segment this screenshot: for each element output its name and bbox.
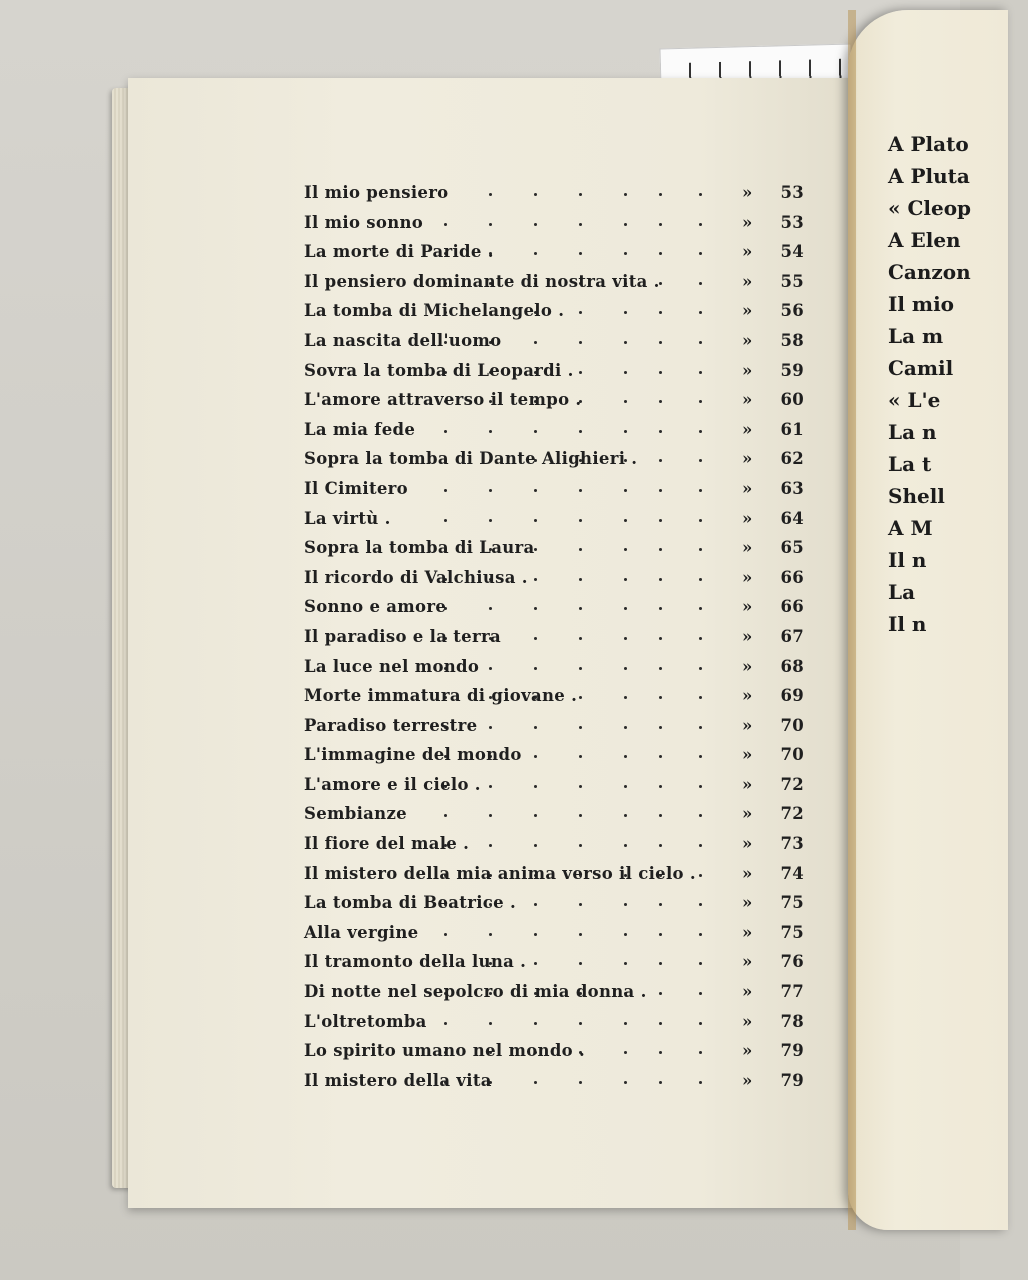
leader-dot xyxy=(659,578,662,581)
leader-dot xyxy=(699,1022,702,1025)
toc-row xyxy=(304,888,824,918)
leader-dot xyxy=(699,903,702,906)
ditto-mark: » xyxy=(742,686,753,706)
leader-dot xyxy=(659,311,662,314)
leader-dot xyxy=(624,548,627,551)
leader-dot xyxy=(579,193,582,196)
leader-dot xyxy=(659,519,662,522)
leader-dot xyxy=(699,489,702,492)
toc-row xyxy=(304,326,824,356)
leader-dot xyxy=(699,252,702,255)
toc-row xyxy=(304,504,824,534)
toc-entry-page: 74 xyxy=(780,863,804,883)
leader-dot xyxy=(534,637,537,640)
toc-entry-page: 59 xyxy=(780,360,804,380)
leader-dot xyxy=(444,1022,447,1025)
leader-dot xyxy=(659,667,662,670)
toc-entry-page: 77 xyxy=(780,982,804,1002)
leader-dot xyxy=(624,637,627,640)
leader-dot xyxy=(624,696,627,699)
leader-dot xyxy=(699,371,702,374)
leader-dot xyxy=(579,341,582,344)
leader-dot xyxy=(624,341,627,344)
toc-entry-page: 55 xyxy=(780,271,804,291)
table-of-contents xyxy=(304,178,824,1095)
leader-dot xyxy=(659,1051,662,1054)
leader-dot xyxy=(699,282,702,285)
toc-entry-title: Il ricordo di Valchiusa . xyxy=(304,567,528,587)
leader-dot xyxy=(579,1081,582,1084)
toc-row xyxy=(304,356,824,386)
toc-entry-title: La tomba di Michelangelo . xyxy=(304,301,565,321)
leader-dot xyxy=(699,933,702,936)
leader-dot xyxy=(659,252,662,255)
leader-dot xyxy=(659,962,662,965)
toc-entry-page: 79 xyxy=(780,1041,804,1061)
leader-dot xyxy=(624,1051,627,1054)
ditto-mark: » xyxy=(742,1070,753,1090)
ditto-mark: » xyxy=(742,774,753,794)
leader-dot xyxy=(534,193,537,196)
leader-dot xyxy=(699,1081,702,1084)
ditto-mark: » xyxy=(742,508,753,528)
toc-row xyxy=(304,563,824,593)
right-page-line: Canzon xyxy=(888,260,971,284)
toc-entry-page: 66 xyxy=(780,597,804,617)
ditto-mark: » xyxy=(742,330,753,350)
toc-row xyxy=(304,267,824,297)
leader-dot xyxy=(659,814,662,817)
leader-dot xyxy=(489,844,492,847)
leader-dot xyxy=(659,430,662,433)
leader-dot xyxy=(624,1022,627,1025)
ditto-mark: » xyxy=(742,242,753,262)
leader-dot xyxy=(659,785,662,788)
toc-entry-page: 70 xyxy=(780,745,804,765)
leader-dot xyxy=(699,548,702,551)
ditto-mark: » xyxy=(742,478,753,498)
toc-row xyxy=(304,533,824,563)
leader-dot xyxy=(659,400,662,403)
leader-dot xyxy=(624,578,627,581)
leader-dot xyxy=(534,1081,537,1084)
leader-dot xyxy=(579,667,582,670)
leader-dot xyxy=(489,933,492,936)
leader-dot xyxy=(699,696,702,699)
ditto-mark: » xyxy=(742,212,753,232)
toc-entry-title: Di notte nel sepolcro di mia donna . xyxy=(304,982,647,1002)
ditto-mark: » xyxy=(742,893,753,913)
leader-dot xyxy=(699,785,702,788)
leader-dot xyxy=(659,992,662,995)
ditto-mark: » xyxy=(742,597,753,617)
toc-row xyxy=(304,799,824,829)
toc-entry-title: La virtù . xyxy=(304,508,391,528)
leader-dot xyxy=(659,726,662,729)
leader-dot xyxy=(699,607,702,610)
toc-entry-page: 68 xyxy=(780,656,804,676)
leader-dot xyxy=(699,755,702,758)
leader-dot xyxy=(659,193,662,196)
leader-dot xyxy=(489,430,492,433)
leader-dot xyxy=(534,933,537,936)
right-page-line: La n xyxy=(888,420,937,444)
toc-entry-title: Sopra la tomba di Laura xyxy=(304,538,535,558)
toc-row xyxy=(304,415,824,445)
leader-dot xyxy=(534,223,537,226)
toc-row xyxy=(304,977,824,1007)
leader-dot xyxy=(624,962,627,965)
leader-dot xyxy=(624,785,627,788)
leader-dot xyxy=(699,311,702,314)
leader-dot xyxy=(624,755,627,758)
toc-row xyxy=(304,711,824,741)
leader-dot xyxy=(659,341,662,344)
leader-dot xyxy=(534,252,537,255)
leader-dot xyxy=(534,489,537,492)
toc-entry-title: Sopra la tomba di Dante Alighieri . xyxy=(304,449,638,469)
leader-dot xyxy=(489,814,492,817)
ditto-mark: » xyxy=(742,1011,753,1031)
ditto-mark: » xyxy=(742,271,753,291)
toc-entry-page: 61 xyxy=(780,419,804,439)
leader-dot xyxy=(534,962,537,965)
leader-dot xyxy=(699,726,702,729)
leader-dot xyxy=(699,223,702,226)
leader-dot xyxy=(659,696,662,699)
right-page-line: « L'e xyxy=(888,388,941,412)
leader-dot xyxy=(579,844,582,847)
leader-dot xyxy=(579,726,582,729)
toc-entry-title: Il pensiero dominante di nostra vita . xyxy=(304,271,660,291)
leader-dot xyxy=(659,1022,662,1025)
toc-entry-page: 72 xyxy=(780,774,804,794)
leader-dot xyxy=(489,223,492,226)
ditto-mark: » xyxy=(742,715,753,735)
leader-dot xyxy=(699,962,702,965)
leader-dot xyxy=(624,223,627,226)
leader-dot xyxy=(659,371,662,374)
right-page-line: A Pluta xyxy=(888,164,970,188)
leader-dot xyxy=(624,519,627,522)
leader-dot xyxy=(489,193,492,196)
leader-dot xyxy=(579,607,582,610)
toc-row xyxy=(304,1066,824,1096)
toc-entry-title: Sonno e amore xyxy=(304,597,447,617)
leader-dot xyxy=(579,785,582,788)
toc-entry-page: 63 xyxy=(780,478,804,498)
leader-dot xyxy=(624,667,627,670)
leader-dot xyxy=(624,193,627,196)
toc-entry-page: 72 xyxy=(780,804,804,824)
ditto-mark: » xyxy=(742,567,753,587)
leader-dot xyxy=(579,489,582,492)
toc-row xyxy=(304,622,824,652)
toc-entry-title: L'immagine del mondo xyxy=(304,745,522,765)
toc-row xyxy=(304,237,824,267)
right-page-line: Il mio xyxy=(888,292,955,316)
ditto-mark: » xyxy=(742,360,753,380)
leader-dot xyxy=(699,874,702,877)
leader-dot xyxy=(659,933,662,936)
leader-dot xyxy=(534,755,537,758)
leader-dot xyxy=(624,814,627,817)
ditto-mark: » xyxy=(742,922,753,942)
toc-entry-page: 73 xyxy=(780,834,804,854)
leader-dot xyxy=(699,341,702,344)
toc-row xyxy=(304,208,824,238)
toc-row xyxy=(304,444,824,474)
leader-dot xyxy=(489,607,492,610)
right-page-line: La t xyxy=(888,452,932,476)
leader-dot xyxy=(534,607,537,610)
leader-dot xyxy=(624,726,627,729)
right-page-line: Camil xyxy=(888,356,954,380)
toc-entry-title: Paradiso terrestre xyxy=(304,715,478,735)
leader-dot xyxy=(699,667,702,670)
toc-row xyxy=(304,474,824,504)
leader-dot xyxy=(699,400,702,403)
leader-dot xyxy=(534,726,537,729)
leader-dot xyxy=(489,726,492,729)
ditto-mark: » xyxy=(742,390,753,410)
ditto-mark: » xyxy=(742,183,753,202)
right-page-line: A Plato xyxy=(888,132,969,156)
ditto-mark: » xyxy=(742,419,753,439)
toc-row xyxy=(304,385,824,415)
leader-dot xyxy=(579,696,582,699)
toc-entry-page: 56 xyxy=(780,301,804,321)
leader-dot xyxy=(489,1022,492,1025)
toc-entry-title: Lo spirito umano nel mondo . xyxy=(304,1041,586,1061)
ditto-mark: » xyxy=(742,804,753,824)
leader-dot xyxy=(699,578,702,581)
toc-entry-page: 78 xyxy=(780,1011,804,1031)
toc-entry-title: Alla vergine xyxy=(304,922,419,942)
leader-dot xyxy=(699,844,702,847)
leader-dot xyxy=(624,903,627,906)
toc-entry-page: 67 xyxy=(780,626,804,646)
toc-entry-page: 75 xyxy=(780,922,804,942)
toc-entry-title: Il mistero della vita xyxy=(304,1070,492,1090)
toc-row xyxy=(304,918,824,948)
leader-dot xyxy=(579,223,582,226)
leader-dot xyxy=(699,430,702,433)
leader-dot xyxy=(534,844,537,847)
toc-entry-page: 69 xyxy=(780,686,804,706)
toc-row xyxy=(304,947,824,977)
toc-entry-page: 58 xyxy=(780,330,804,350)
toc-entry-title: La mia fede xyxy=(304,419,416,439)
leader-dot xyxy=(489,489,492,492)
leader-dot xyxy=(659,637,662,640)
leader-dot xyxy=(624,933,627,936)
leader-dot xyxy=(579,814,582,817)
leader-dot xyxy=(699,459,702,462)
right-page-line: La xyxy=(888,580,916,604)
toc-entry-title: La nascita dell'uomo xyxy=(304,330,502,350)
leader-dot xyxy=(579,548,582,551)
ditto-mark: » xyxy=(742,982,753,1002)
right-page-list xyxy=(888,128,1028,640)
toc-entry-title: Morte immatura di giovane . xyxy=(304,686,578,706)
ditto-mark: » xyxy=(742,538,753,558)
toc-row xyxy=(304,829,824,859)
ditto-mark: » xyxy=(742,656,753,676)
leader-dot xyxy=(579,371,582,374)
leader-dot xyxy=(444,519,447,522)
right-page-line: A M xyxy=(888,516,933,540)
leader-dot xyxy=(579,903,582,906)
toc-entry-title: L'amore attraverso il tempo . xyxy=(304,390,582,410)
leader-dot xyxy=(444,223,447,226)
leader-dot xyxy=(534,519,537,522)
leader-dot xyxy=(659,1081,662,1084)
leader-dot xyxy=(699,519,702,522)
leader-dot xyxy=(624,371,627,374)
toc-entry-title: La morte di Paride . xyxy=(304,242,494,262)
ditto-mark: » xyxy=(742,745,753,765)
leader-dot xyxy=(659,548,662,551)
ditto-mark: » xyxy=(742,834,753,854)
leader-dot xyxy=(699,637,702,640)
toc-entry-title: Il tramonto della luna . xyxy=(304,952,527,972)
toc-entry-title: La luce nel mondo xyxy=(304,656,480,676)
leader-dot xyxy=(699,1051,702,1054)
toc-row xyxy=(304,592,824,622)
leader-dot xyxy=(659,844,662,847)
toc-entry-title: La tomba di Beatrice . xyxy=(304,893,516,913)
leader-dot xyxy=(579,962,582,965)
toc-row xyxy=(304,740,824,770)
toc-entry-title: Il mio sonno xyxy=(304,212,424,232)
right-page-line: « Cleop xyxy=(888,196,972,220)
toc-entry-page: 64 xyxy=(780,508,804,528)
toc-entry-page: 54 xyxy=(780,242,804,262)
toc-entry-title: Sovra la tomba di Leopardi . xyxy=(304,360,574,380)
leader-dot xyxy=(579,637,582,640)
right-page xyxy=(848,10,1008,1230)
leader-dot xyxy=(444,814,447,817)
leader-dot xyxy=(534,1022,537,1025)
leader-dot xyxy=(534,785,537,788)
leader-dot xyxy=(534,341,537,344)
leader-dot xyxy=(699,193,702,196)
leader-dot xyxy=(659,607,662,610)
leader-dot xyxy=(579,578,582,581)
toc-row xyxy=(304,652,824,682)
toc-entry-page: 79 xyxy=(780,1070,804,1090)
toc-entry-title: L'oltretomba xyxy=(304,1011,427,1031)
leader-dot xyxy=(579,311,582,314)
ditto-mark: » xyxy=(742,863,753,883)
ditto-mark: » xyxy=(742,1041,753,1061)
right-page-line: Shell xyxy=(888,484,945,508)
leader-dot xyxy=(489,785,492,788)
leader-dot xyxy=(624,844,627,847)
leader-dot xyxy=(624,400,627,403)
leader-dot xyxy=(699,814,702,817)
leader-dot xyxy=(624,252,627,255)
leader-dot xyxy=(699,992,702,995)
leader-dot xyxy=(444,489,447,492)
toc-entry-page: 65 xyxy=(780,538,804,558)
leader-dot xyxy=(579,933,582,936)
leader-dot xyxy=(624,1081,627,1084)
leader-dot xyxy=(579,252,582,255)
toc-entry-title: Il mio pensiero xyxy=(304,183,449,202)
toc-entry-page: 62 xyxy=(780,449,804,469)
toc-entry-page: 75 xyxy=(780,893,804,913)
leader-dot xyxy=(579,1022,582,1025)
leader-dot xyxy=(444,430,447,433)
toc-entry-title: Il paradiso e la terra xyxy=(304,626,501,646)
toc-entry-title: Il mistero della mia anima verso il cielo . xyxy=(304,863,696,883)
leader-dot xyxy=(624,430,627,433)
leader-dot xyxy=(579,430,582,433)
leader-dot xyxy=(659,459,662,462)
toc-entry-page: 70 xyxy=(780,715,804,735)
leader-dot xyxy=(534,903,537,906)
toc-entry-page: 53 xyxy=(780,183,804,202)
leader-dot xyxy=(444,933,447,936)
leader-dot xyxy=(659,489,662,492)
leader-dot xyxy=(659,223,662,226)
toc-entry-page: 76 xyxy=(780,952,804,972)
ditto-mark: » xyxy=(742,301,753,321)
right-page-line: Il n xyxy=(888,548,927,572)
leader-dot xyxy=(534,578,537,581)
toc-row xyxy=(304,770,824,800)
leader-dot xyxy=(579,519,582,522)
toc-row xyxy=(304,681,824,711)
toc-entry-title: Il fiore del male . xyxy=(304,834,470,854)
right-page-line: La m xyxy=(888,324,944,348)
toc-entry-title: Sembianze xyxy=(304,804,407,824)
toc-entry-page: 66 xyxy=(780,567,804,587)
leader-dot xyxy=(624,311,627,314)
leader-dot xyxy=(624,607,627,610)
leader-dot xyxy=(489,519,492,522)
leader-dot xyxy=(659,755,662,758)
right-page-edge xyxy=(848,10,856,1230)
toc-row xyxy=(304,1036,824,1066)
toc-entry-page: 60 xyxy=(780,390,804,410)
toc-entry-page: 53 xyxy=(780,212,804,232)
toc-row xyxy=(304,859,824,889)
ditto-mark: » xyxy=(742,449,753,469)
right-page-line: A Elen xyxy=(888,228,961,252)
toc-row xyxy=(304,1007,824,1037)
toc-entry-title: L'amore e il cielo . xyxy=(304,774,481,794)
leader-dot xyxy=(534,814,537,817)
leader-dot xyxy=(659,903,662,906)
leader-dot xyxy=(534,667,537,670)
leader-dot xyxy=(489,667,492,670)
toc-row xyxy=(304,178,824,208)
right-page-line: Il n xyxy=(888,612,927,636)
ditto-mark: » xyxy=(742,952,753,972)
leader-dot xyxy=(579,755,582,758)
ditto-mark: » xyxy=(742,626,753,646)
leader-dot xyxy=(624,489,627,492)
toc-entry-title: Il Cimitero xyxy=(304,478,408,498)
toc-row xyxy=(304,296,824,326)
leader-dot xyxy=(534,430,537,433)
